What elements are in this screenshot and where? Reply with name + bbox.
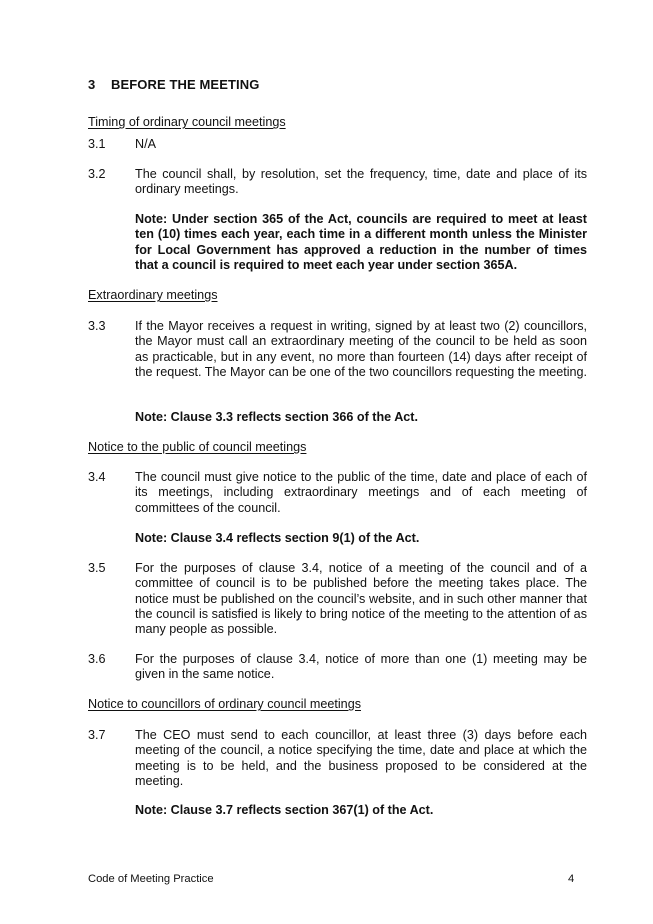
clause-number-3-4: 3.4 <box>88 470 106 484</box>
note-3-2: Note: Under section 365 of the Act, councils are required to meet at least ten (10) times each year, each time in a different month unless the Minister for Local Government has approved a reduction in the number of times that a council is required to meet each year under section 365A. <box>135 212 587 272</box>
clause-number-3-3: 3.3 <box>88 319 106 333</box>
clause-text-3-6: For the purposes of clause 3.4, notice of more than one (1) meeting may be given in the same notice. <box>135 652 587 682</box>
subheading-extraordinary: Extraordinary meetings <box>88 288 218 302</box>
note-3-4: Note: Clause 3.4 reflects section 9(1) of the Act. <box>135 531 420 545</box>
clause-text-3-1: N/A <box>135 137 156 151</box>
clause-number-3-5: 3.5 <box>88 561 106 575</box>
subheading-notice-councillors: Notice to councillors of ordinary council meetings <box>88 697 361 711</box>
section-title: BEFORE THE MEETING <box>111 77 260 92</box>
note-3-3: Note: Clause 3.3 reflects section 366 of the Act. <box>135 410 418 424</box>
clause-text-3-5: For the purposes of clause 3.4, notice of a meeting of the council and of a committee of council is to be published before the meeting takes place. The notice must be published on the council’s website, and in such other manner that the council is satisfied is likely to bring notice of the meeting to the attention of as many people as possible. <box>135 561 587 637</box>
note-3-7: Note: Clause 3.7 reflects section 367(1) of the Act. <box>135 803 434 817</box>
section-number: 3 <box>88 77 96 92</box>
footer-document-title: Code of Meeting Practice <box>88 873 214 885</box>
clause-number-3-7: 3.7 <box>88 728 106 742</box>
clause-number-3-2: 3.2 <box>88 167 106 181</box>
clause-text-3-3: If the Mayor receives a request in writing, signed by at least two (2) councillors, the Mayor must call an extraordinary meeting of the council to be held as soon as practicable, but in any event, no more than fourteen (14) days after receipt of the request. The Mayor can be one of the two councillors requesting the meeting. <box>135 319 588 379</box>
clause-number-3-6: 3.6 <box>88 652 106 666</box>
clause-text-3-2: The council shall, by resolution, set the frequency, time, date and place of its ordinary meetings. <box>135 167 587 197</box>
clause-text-3-7: The CEO must send to each councillor, at least three (3) days before each meeting of the council, a notice specifying the time, date and place at which the meeting is to be held, and the business proposed to be considered at the meeting. <box>135 728 587 788</box>
clause-number-3-1: 3.1 <box>88 137 106 151</box>
clause-text-3-4: The council must give notice to the public of the time, date and place of each of its meetings, including extraordinary meetings and of each meeting of committees of the council. <box>135 470 587 515</box>
subheading-timing: Timing of ordinary council meetings <box>88 115 286 129</box>
subheading-notice-public: Notice to the public of council meetings <box>88 440 307 454</box>
footer-page-number: 4 <box>568 873 575 885</box>
section-heading <box>88 77 259 92</box>
